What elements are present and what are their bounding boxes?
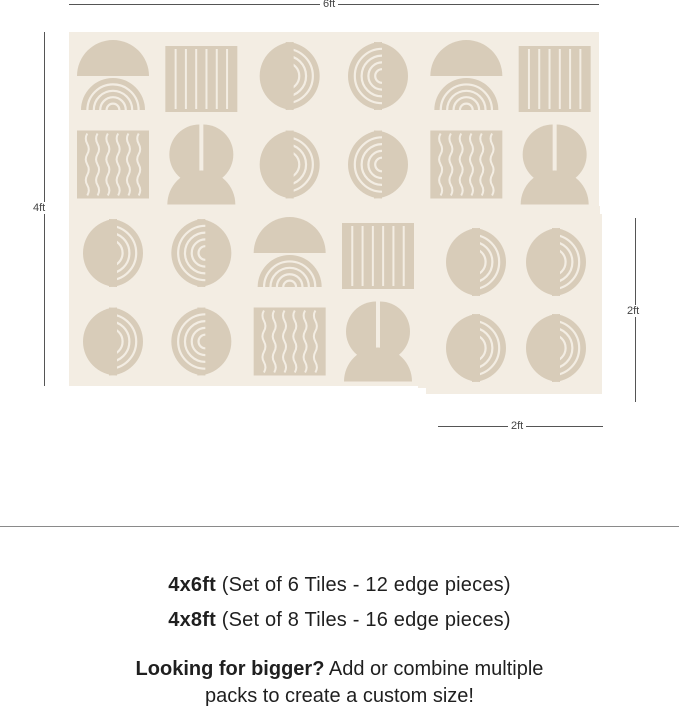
puzzle-edge-tooth [418,318,428,328]
puzzle-edge-tooth [430,206,440,216]
puzzle-edge-tooth [418,338,428,348]
puzzle-edge-tooth [418,258,428,268]
puzzle-edge-tooth [470,206,480,216]
size-option-2-size: 4x8ft [168,609,216,631]
puzzle-edge-tooth [418,238,428,248]
size-option-2-detail: (Set of 8 Tiles - 16 edge pieces) [221,609,511,631]
custom-size-note [0,656,679,710]
puzzle-edge-tooth [590,206,600,216]
puzzle-edge-tooth [418,218,428,228]
tile-height-dimension-label: 2ft [624,305,642,317]
puzzle-edge-tooth [450,206,460,216]
size-option-1-size: 4x6ft [168,574,216,596]
puzzle-edge-tooth [418,358,428,368]
puzzle-edge-tooth [510,206,520,216]
puzzle-edge-tooth [570,206,580,216]
width-dimension-label: 6ft [320,0,338,10]
tile-width-dimension-label: 2ft [508,420,526,432]
size-option-1 [0,574,679,597]
puzzle-edge-tooth [418,298,428,308]
puzzle-edge-tooth [418,278,428,288]
single-tile-illustration [418,206,610,402]
size-option-2 [0,609,679,632]
custom-size-lead: Looking for bigger? [135,658,325,680]
height-dimension-label: 4ft [30,202,48,214]
custom-size-line1: Add or combine multiple [324,658,544,680]
puzzle-edge-tooth [530,206,540,216]
size-option-1-detail: (Set of 6 Tiles - 12 edge pieces) [221,574,511,596]
puzzle-edge-tooth [550,206,560,216]
custom-size-line2: packs to create a custom size! [204,685,474,707]
puzzle-edge-tooth [418,378,428,388]
section-divider [0,526,679,527]
puzzle-edge-tooth [490,206,500,216]
